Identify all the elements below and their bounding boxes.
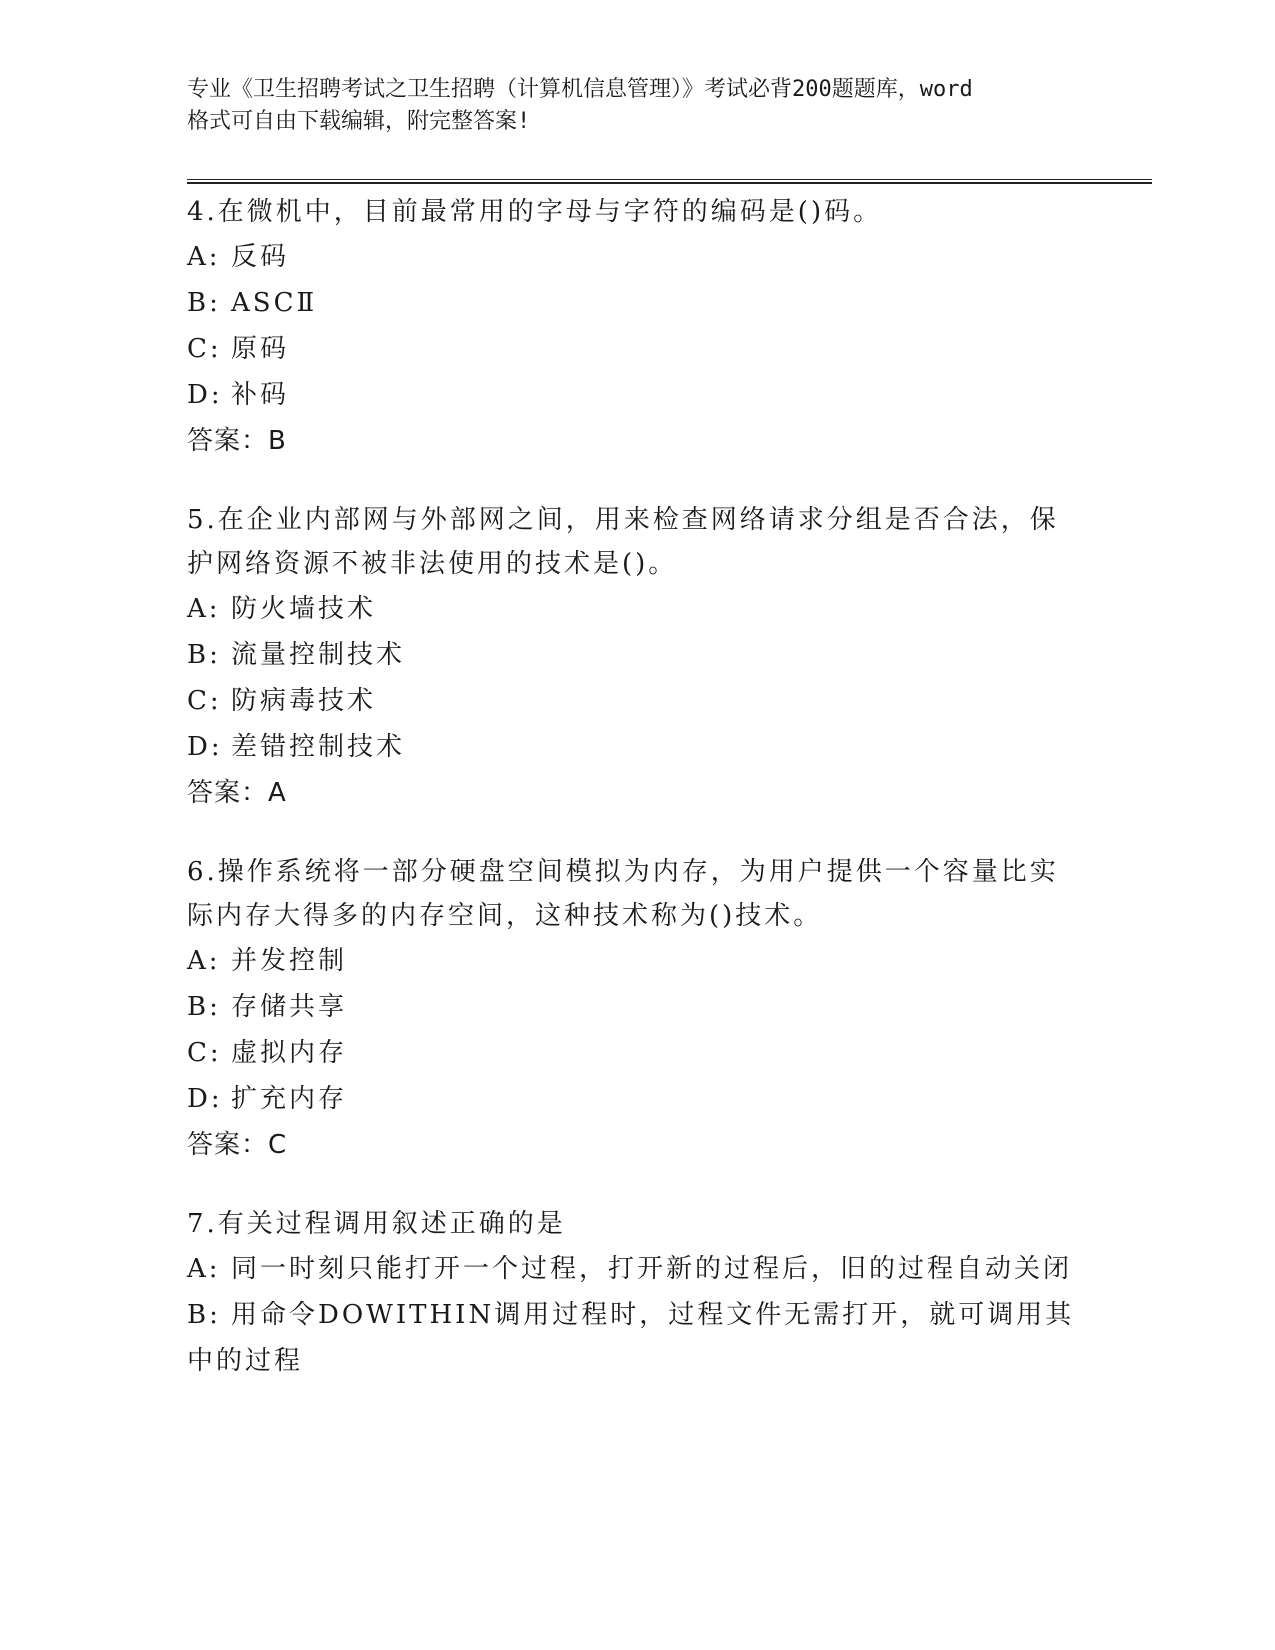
option-text: 原码	[231, 334, 290, 364]
option-d	[187, 724, 1087, 770]
option-b	[187, 280, 1087, 326]
option-letter: B:	[187, 992, 221, 1022]
option-text: 流量控制技术	[231, 640, 406, 670]
option-d	[187, 1076, 1087, 1122]
question-text: 7.有关过程调用叙述正确的是	[187, 1209, 566, 1239]
option-b	[187, 1292, 1087, 1384]
option-letter: A:	[187, 1254, 221, 1284]
option-text: 存储共享	[231, 992, 348, 1022]
option-text: 防火墙技术	[231, 594, 377, 624]
answer-value: A	[268, 778, 287, 808]
header-line-1: 专业《卫生招聘考试之卫生招聘（计算机信息管理）》考试必背200题题库，word	[187, 77, 973, 102]
option-a	[187, 234, 1087, 280]
option-letter: D:	[187, 732, 223, 762]
question-list	[187, 190, 1087, 1418]
question-7	[187, 1202, 1087, 1384]
answer-label: 答案：	[187, 426, 269, 456]
option-a	[187, 938, 1087, 984]
option-text: 并发控制	[231, 946, 348, 976]
question-5	[187, 498, 1087, 816]
option-letter: D:	[187, 380, 223, 410]
question-text: 5.在企业内部网与外部网之间，用来检查网络请求分组是否合法，保护网络资源不被非法使用的技术是()。	[187, 505, 1059, 579]
option-text: 防病毒技术	[231, 686, 377, 716]
option-b	[187, 632, 1087, 678]
question-4	[187, 190, 1087, 464]
option-a	[187, 1246, 1087, 1292]
option-c	[187, 326, 1087, 372]
option-letter: B:	[187, 288, 221, 318]
option-text: 扩充内存	[231, 1084, 348, 1114]
header-divider-thick	[187, 182, 1152, 184]
option-b	[187, 984, 1087, 1030]
option-letter: A:	[187, 946, 221, 976]
option-text: 同一时刻只能打开一个过程，打开新的过程后，旧的过程自动关闭	[231, 1254, 1073, 1284]
answer-label: 答案：	[187, 1130, 269, 1160]
question-text: 6.操作系统将一部分硬盘空间模拟为内存，为用户提供一个容量比实际内存大得多的内存空间，这种技术称为()技术。	[187, 857, 1059, 931]
option-letter: B:	[187, 640, 221, 670]
option-text: 差错控制技术	[231, 732, 406, 762]
option-text: 虚拟内存	[231, 1038, 348, 1068]
option-letter: C:	[187, 334, 222, 364]
answer-value: C	[268, 1130, 288, 1160]
header-divider-thin	[187, 179, 1152, 180]
option-letter: D:	[187, 1084, 223, 1114]
option-c	[187, 1030, 1087, 1076]
option-a	[187, 586, 1087, 632]
question-6	[187, 850, 1087, 1168]
option-text: 用命令DOWITHIN调用过程时，过程文件无需打开，就可调用其中的过程	[187, 1300, 1075, 1376]
question-text: 4.在微机中，目前最常用的字母与字符的编码是()码。	[187, 197, 883, 227]
option-text: 补码	[231, 380, 290, 410]
option-letter: A:	[187, 242, 221, 272]
option-d	[187, 372, 1087, 418]
answer	[187, 770, 1087, 816]
option-letter: C:	[187, 1038, 222, 1068]
answer-value: B	[268, 426, 287, 456]
option-text: 反码	[231, 242, 290, 272]
document-header	[187, 74, 1087, 138]
option-letter: A:	[187, 594, 221, 624]
option-letter: B:	[187, 1300, 221, 1330]
answer	[187, 418, 1087, 464]
option-letter: C:	[187, 686, 222, 716]
header-line-2: 格式可自由下载编辑，附完整答案!	[187, 109, 531, 134]
option-text: ASCⅡ	[231, 288, 318, 318]
option-c	[187, 678, 1087, 724]
answer-label: 答案：	[187, 778, 269, 808]
answer	[187, 1122, 1087, 1168]
